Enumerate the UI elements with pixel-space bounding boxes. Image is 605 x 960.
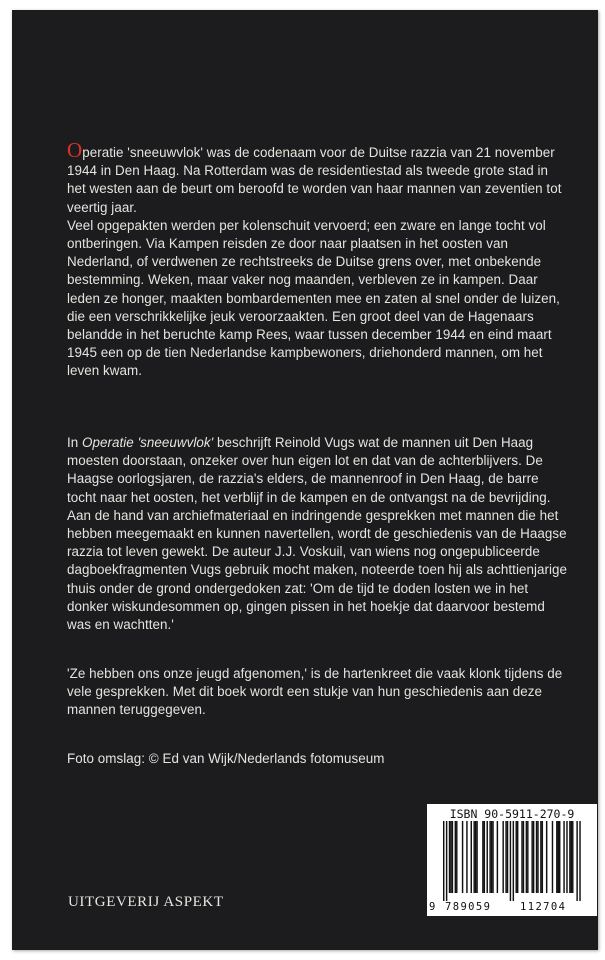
- barcode-bar: [537, 821, 538, 893]
- barcode-bar: [566, 821, 567, 893]
- isbn-barcode: [427, 804, 597, 916]
- barcode-bar: [576, 821, 577, 901]
- ean-left-group: 789059: [445, 901, 492, 913]
- drop-cap: O: [67, 138, 83, 162]
- barcode-bar: [473, 821, 474, 893]
- intro-paragraph: [67, 138, 567, 381]
- barcode-bar: [450, 821, 451, 893]
- barcode-bar: [471, 821, 472, 893]
- publisher-name: UITGEVERIJ ASPEKT: [68, 894, 224, 910]
- barcode-bar: [527, 821, 528, 893]
- book-title-italic: Operatie 'sneeuwvlok': [82, 435, 214, 450]
- intro-lead: [67, 138, 567, 217]
- barcode-bar: [521, 821, 522, 893]
- ean-right-group: 112704: [520, 901, 567, 913]
- ean-first-digit: 9: [429, 901, 436, 913]
- barcode-bar: [489, 821, 490, 893]
- barcode-bar: [526, 821, 527, 893]
- isbn-label: ISBN 90-5911-270-9: [449, 807, 575, 821]
- barcode-bar: [569, 821, 570, 893]
- quote-paragraph: [67, 665, 567, 720]
- barcode-bar: [487, 821, 488, 893]
- photo-credit: [67, 750, 567, 768]
- barcode-bar: [533, 821, 534, 893]
- barcode-bar: [443, 821, 444, 901]
- barcode-bar: [517, 821, 518, 893]
- barcode-bar: [462, 821, 463, 893]
- description-text: beschrijft Reinold Vugs wat de mannen uit Den Haag moesten doorstaan, onzeker over hun eigen lot en dat van de achterblijvers. De Haagse oorlogsjaren, de razzia's elders, de mannenroof in Den Haag, de barre tocht naar het oosten, het verblijf in de kampen en de ontvangst na de bevrijding. Aan de hand van archiefmateriaal en indringende gesprekken met mannen die het hebben meegemaakt en kunnen navertellen, wordt de geschiedenis van de Haagse razzia tot leven gewekt. De auteur J.J. Voskuil, van wiens nog ongepubliceerde dagboekfragmenten Vugs gebruik mocht maken, noteerde toen hij als achttienjarige thuis onder de grond ondergedoken zat: 'Om de tijd te doden losten we in het donker wiskundesommen op, gingen pissen in het hoekje dat daarvoor bestemd was en wachtten.': [67, 435, 568, 633]
- barcode-bar: [484, 821, 485, 893]
- barcode-bar: [559, 821, 560, 893]
- barcode-bar: [475, 821, 476, 893]
- barcode-bar: [542, 821, 543, 893]
- quote-text: 'Ze hebben ons onze jeugd afgenomen,' is de hartenkreet die vaak klonk tijdens de vele gesprekken. Met dit boek wordt een stukje van hun geschiedenis aan deze mannen teruggegeven.: [67, 666, 563, 718]
- barcode-bar: [491, 821, 492, 893]
- barcode-bar: [492, 821, 493, 893]
- photo-credit-text: Foto omslag: © Ed van Wijk/Nederlands fotomuseum: [67, 751, 385, 766]
- barcode-bar: [502, 821, 503, 893]
- intro-lead-text: peratie 'sneeuwvlok' was de codenaam voor de Duitse razzia van 21 november 1944 in Den Haag. Na Rotterdam was de residentiestad als tweede grote stad in het westen aan de beurt om beroofd te worden van haar mannen van zeventien tot veertig jaar.: [67, 145, 562, 215]
- barcode-bar: [466, 821, 467, 893]
- barcode-bar: [552, 821, 553, 893]
- barcode-bar: [531, 821, 532, 893]
- barcode-bar: [572, 821, 573, 893]
- barcode-bar: [523, 821, 524, 893]
- barcode-bar: [558, 821, 559, 893]
- barcode-bar: [446, 821, 447, 901]
- barcode-bar: [563, 821, 564, 893]
- back-cover: [12, 10, 598, 950]
- barcode-bar: [579, 821, 580, 901]
- barcode-bar: [449, 821, 450, 893]
- barcode-bar: [571, 821, 572, 893]
- barcode-bar: [482, 821, 483, 893]
- barcode-bar: [455, 821, 456, 893]
- description-paragraph: [67, 434, 567, 634]
- barcode-bar: [556, 821, 557, 893]
- barcode-bar: [546, 821, 547, 893]
- barcode-bar: [505, 821, 506, 893]
- barcode-bar: [497, 821, 498, 893]
- barcode-bars: [433, 821, 591, 903]
- barcode-bar: [452, 821, 453, 893]
- intro-body: Veel opgepakten werden per kolenschuit vervoerd; een zware en lange tocht vol ontberingen. Via Kampen reisden ze door naar plaatsen in het oosten van Nederland, of verdwenen ze rechtstreeks de Duitse grens over, met onbekende bestemming. Weken, maar vaker nog maanden, verbleven ze in kampen. Daar leden ze honger, maakten bombardementen mee en zaten al snel onder de luizen, die een verschrikkelijke jeuk veroorzaakten. Een groot deel van de Hagenaars belandde in het beruchte kamp Rees, waar tussen december 1944 en eind maart 1945 een op de tien Nederlandse kampbewoners, driehonderd mannen, om het leven kwam.: [67, 217, 560, 379]
- barcode-bar: [536, 821, 537, 893]
- barcode-bar: [456, 821, 457, 893]
- barcode-bar: [476, 821, 477, 893]
- barcode-bar: [516, 821, 517, 893]
- description-prefix: In: [67, 435, 83, 450]
- barcode-bar: [510, 821, 511, 901]
- barcode-bar: [540, 821, 541, 893]
- barcode-bar: [507, 821, 508, 893]
- barcode-bar: [513, 821, 514, 901]
